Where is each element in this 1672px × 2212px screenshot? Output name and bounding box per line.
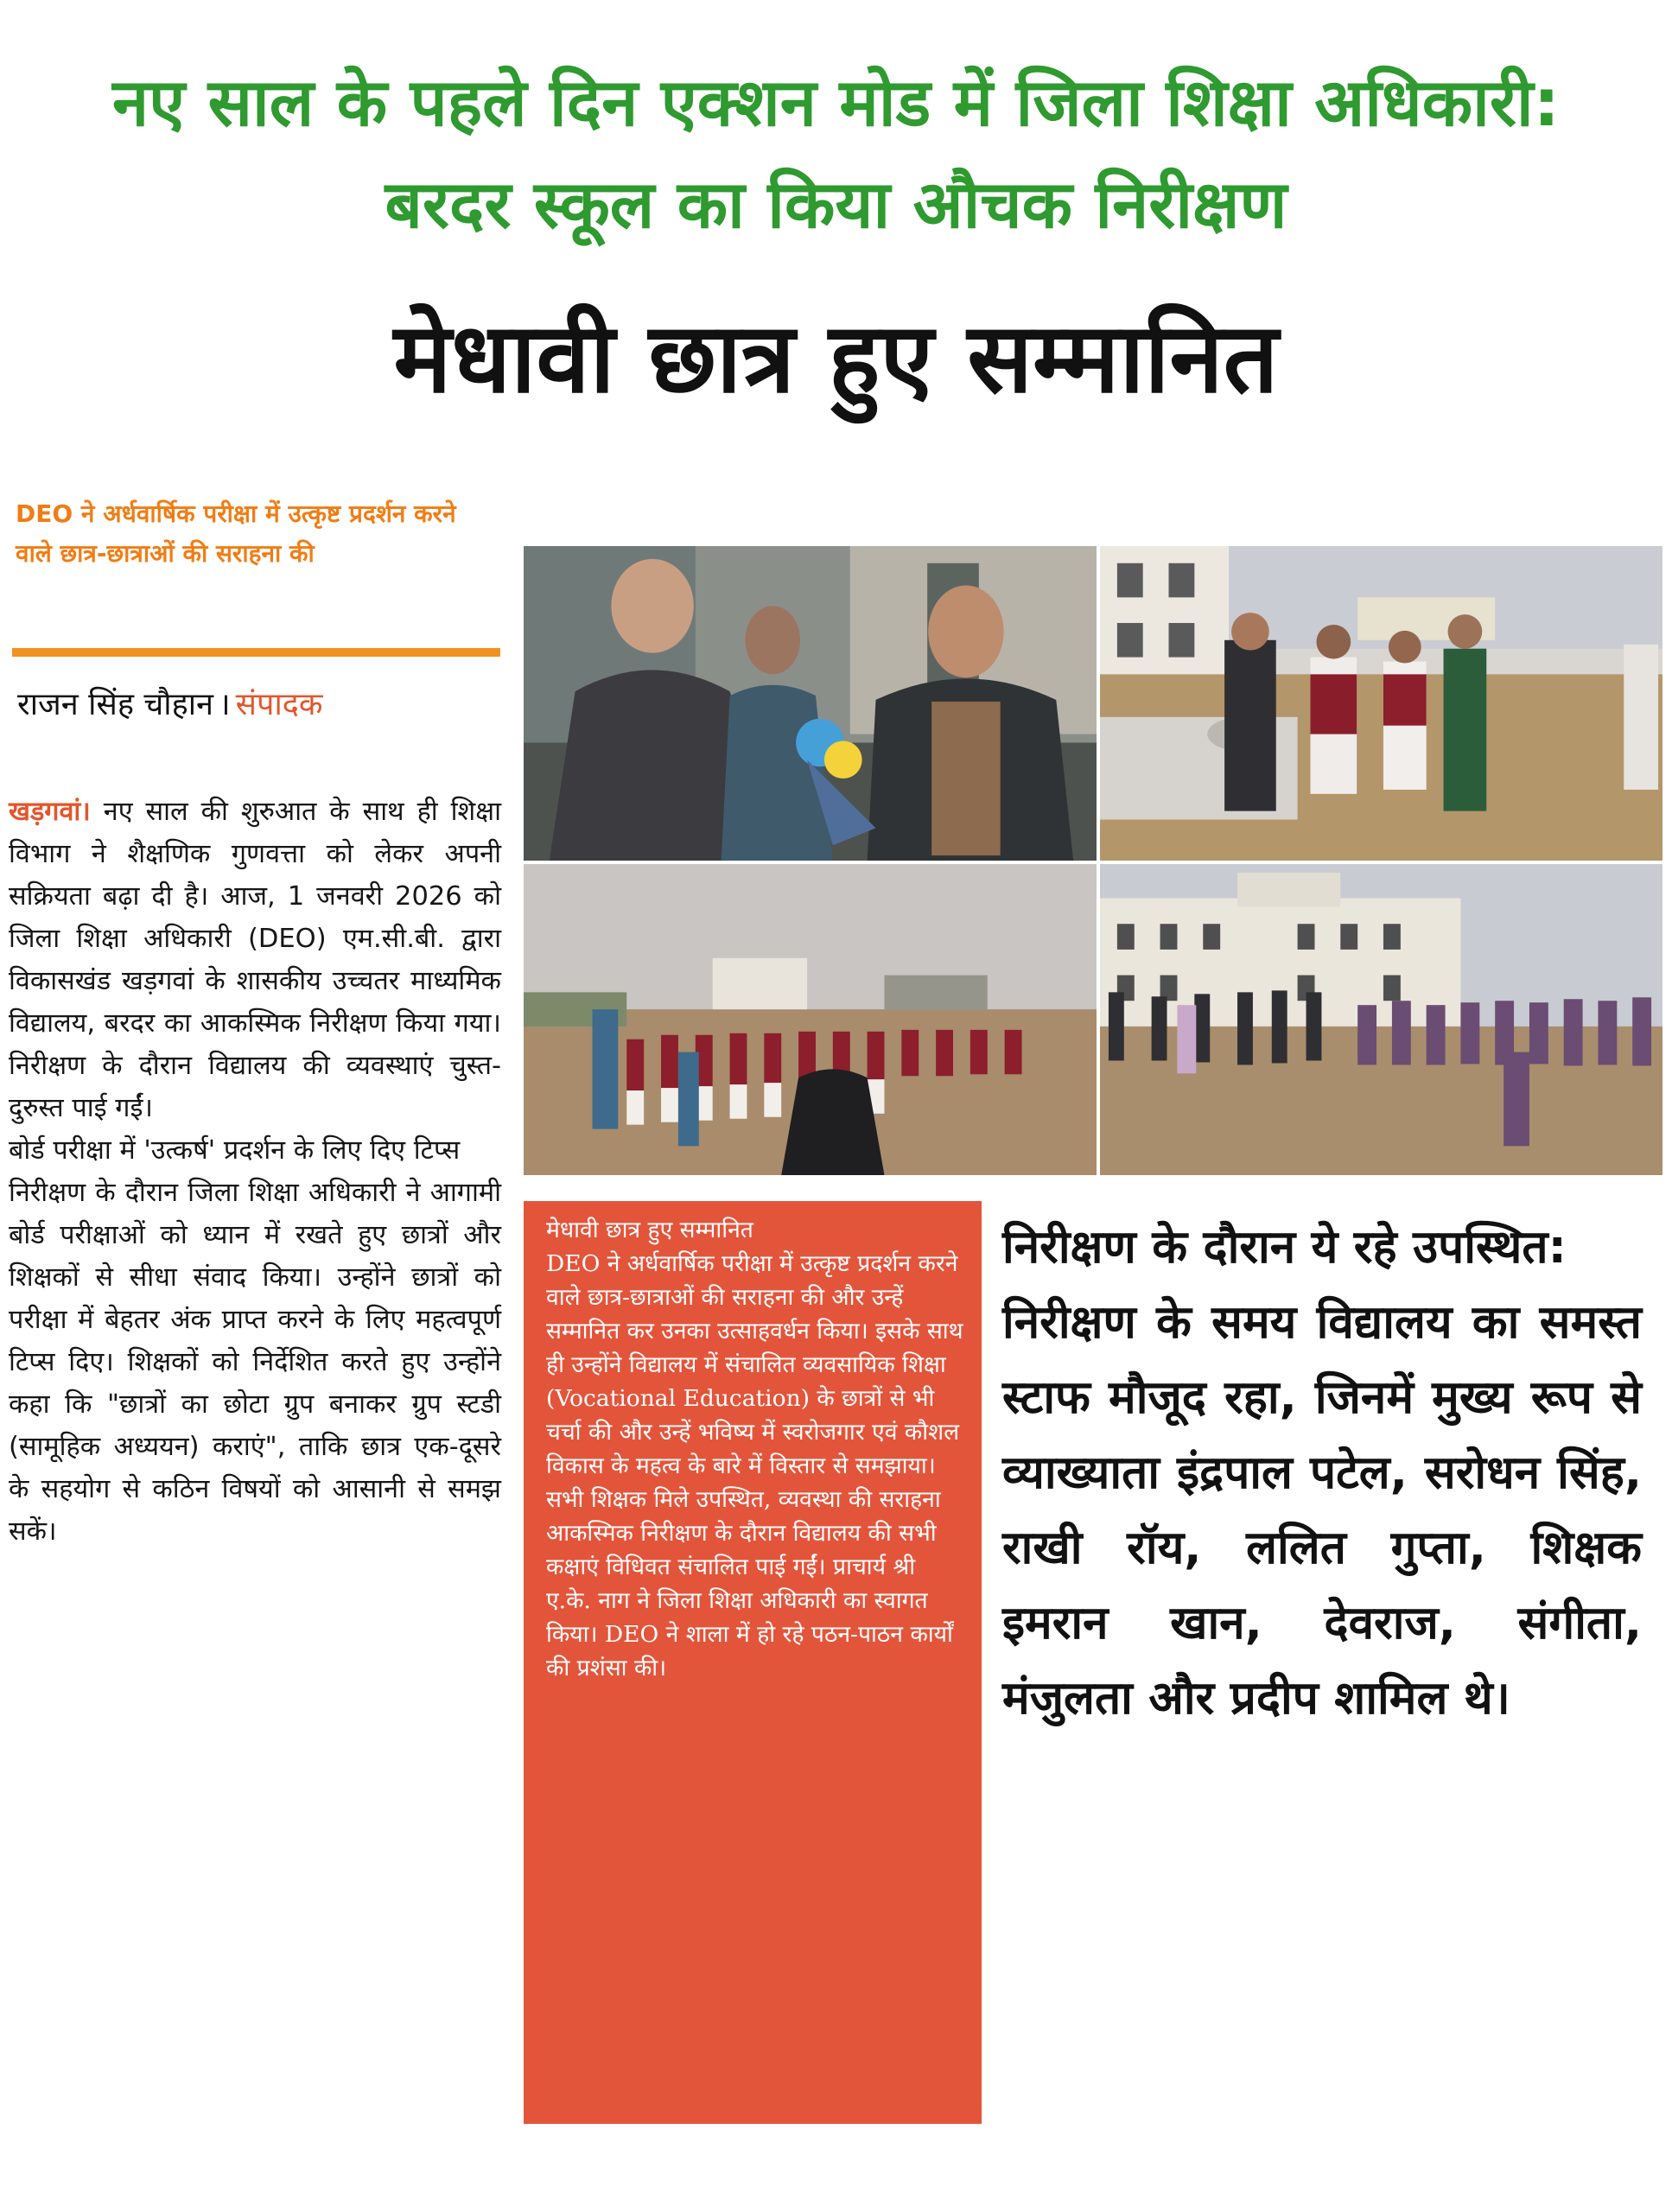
box-paragraph-1: DEO ने अर्धवार्षिक परीक्षा में उत्कृष्ट प्रदर्शन करने वाले छात्र-छात्राओं की सराहना की और उन्हें सम्मानित कर उनका उत्साहवर्धन किया। इसके साथ ही उन्होंने विद्यालय में संचालित व्यवसायिक शिक्षा (Vocational Education) के छात्रों से भी चर्चा की और उन्हें भविष्य में स्वरोजगार एवं कौशल विकास के महत्व के बारे में विस्तार से समझाया। <box>546 1250 963 1479</box>
dateline: खड़गवां। <box>9 797 91 827</box>
attendance-section <box>1002 1210 1642 1736</box>
kicker-divider <box>12 648 500 657</box>
attendance-heading: निरीक्षण के दौरान ये रहे उपस्थित: <box>1002 1221 1567 1274</box>
box-paragraph-2: आकस्मिक निरीक्षण के दौरान विद्यालय की सभी कक्षाएं विधिवत संचालित पाई गईं। प्राचार्य श्री ए.के. नाग ने जिला शिक्षा अधिकारी का स्वागत किया। DEO ने शाला में हो रहे पठन-पाठन कार्यों की प्रशंसा की। <box>546 1520 953 1681</box>
highlights-box <box>524 1201 982 2124</box>
box-title: मेधावी छात्र हुए सम्मानित <box>546 1217 753 1243</box>
byline-role: संपादक <box>235 687 323 722</box>
assembly-line-photo <box>522 862 1098 1177</box>
officials-bouquet-photo <box>522 544 1098 862</box>
subheadline: मेधावी छात्र हुए सम्मानित <box>393 302 1279 415</box>
school-ground-photo <box>1098 862 1664 1177</box>
box-subtitle: सभी शिक्षक मिले उपस्थित, व्यवस्था की सराहना <box>546 1486 941 1513</box>
students-honored-photo <box>1098 544 1664 862</box>
main-story <box>9 791 501 1553</box>
story-subheading: बोर्ड परीक्षा में 'उत्कर्ष' प्रदर्शन के लिए दिए टिप्स <box>9 1135 461 1166</box>
story-text-1: नए साल की शुरुआत के साथ ही शिक्षा विभाग ने शैक्षणिक गुणवत्ता को लेकर अपनी सक्रियता बढ़ा दी है। आज, 1 जनवरी 2026 को जिला शिक्षा अधिकारी (DEO) एम.सी.बी. द्वारा विकासखंड खड़गवां के शासकीय उच्चतर माध्यमिक विद्यालय, बरदर का आकस्मिक निरीक्षण किया गया। निरीक्षण के दौरान विद्यालय की व्यवस्थाएं चुस्त-दुरुस्त पाई गईं। <box>9 797 501 1123</box>
story-paragraph-1 <box>9 791 501 1129</box>
photo-collage <box>522 544 1664 1177</box>
headline: नए साल के पहले दिन एक्शन मोड में जिला शिक्षा अधिकारी: बरदर स्कूल का किया औचक निरीक्षण <box>112 64 1560 243</box>
kicker: DEO ने अर्धवार्षिक परीक्षा में उत्कृष्ट प्रदर्शन करने वाले छात्र-छात्राओं की सराहना की <box>16 499 456 568</box>
byline <box>17 683 501 728</box>
byline-name: राजन सिंह चौहान <box>17 687 214 722</box>
byline-separator: । <box>219 687 231 722</box>
attendance-body: निरीक्षण के समय विद्यालय का समस्त स्टाफ मौजूद रहा, जिनमें मुख्य रूप से व्याख्याता इंद्रपाल पटेल, सरोधन सिंह, राखी रॉय, ललित गुप्ता, शिक्षक इमरान खान, देवराज, संगीता, मंजुलता और प्रदीप शामिल थे। <box>1002 1296 1642 1725</box>
story-paragraph-2: निरीक्षण के दौरान जिला शिक्षा अधिकारी ने आगामी बोर्ड परीक्षाओं को ध्यान में रखते हुए छात्रों और शिक्षकों से सीधा संवाद किया। उन्होंने छात्रों को परीक्षा में बेहतर अंक प्राप्त करने के लिए महत्वपूर्ण टिप्स दिए। शिक्षकों को निर्देशित करते हुए उन्होंने कहा कि "छात्रों का छोटा ग्रुप बनाकर ग्रुप स्टडी (सामूहिक अध्ययन) कराएं", ताकि छात्र एक-दूसरे के सहयोग से कठिन विषयों को आसानी से समझ सकें। <box>9 1178 501 1547</box>
